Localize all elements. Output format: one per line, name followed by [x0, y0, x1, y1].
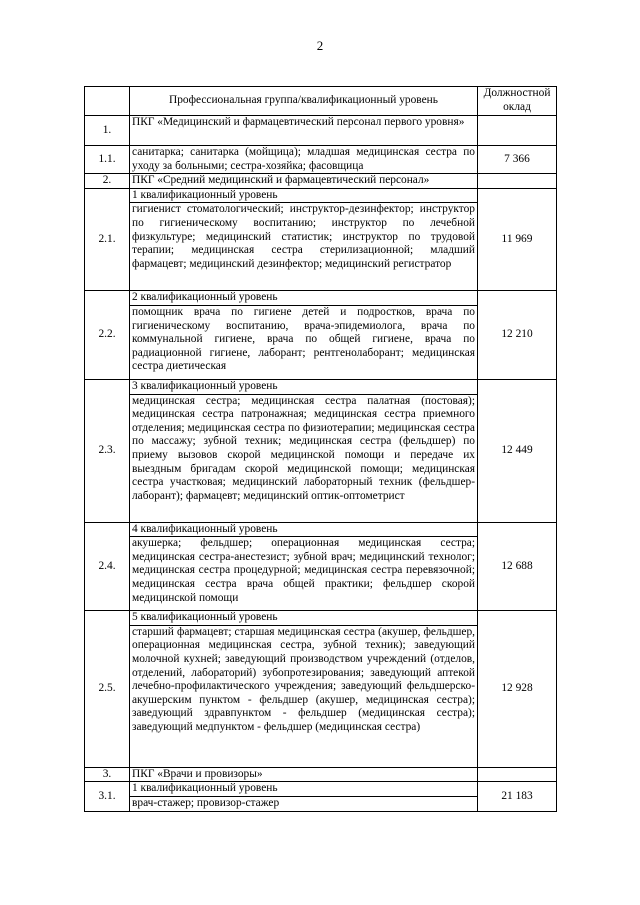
header-salary-cell: Должностной оклад [478, 87, 557, 116]
row-number: 3.1. [85, 782, 130, 811]
salary-value: 11 969 [478, 188, 557, 291]
page-number: 2 [316, 38, 324, 53]
qualification-level: 2 квалификационный уровень [130, 291, 478, 306]
row-number: 2.4. [85, 522, 130, 611]
salary-value: 7 366 [478, 146, 557, 174]
qualification-level: 1 квалификационный уровень [130, 782, 478, 797]
table-row [85, 767, 557, 782]
salary-value: 12 928 [478, 611, 557, 768]
table-row [85, 116, 557, 146]
table-row [85, 174, 557, 189]
position-list: санитарка; санитарка (мойщица); младшая медицинская сестра по уходу за больными; сестра-хозяйка; фасовщица [130, 146, 478, 174]
header-group-cell: Профессиональная группа/квалификационный уровень [130, 87, 478, 116]
position-list: помощник врача по гигиене детей и подростков, врача по гигиеническому воспитанию, врача-эпидемиолога, врача по коммунальной гигиене, врача по общей гигиене, врача по радиационной гигиене, лаборант; рентгенолаборант; медицинская сестра диетическая [130, 305, 478, 379]
row-number: 1.1. [85, 146, 130, 174]
row-number: 2.2. [85, 291, 130, 380]
salary-cell-empty [478, 174, 557, 189]
row-number: 1. [85, 116, 130, 146]
row-number: 2.3. [85, 379, 130, 522]
header-number-cell [85, 87, 130, 116]
row-number: 2. [85, 174, 130, 189]
qualification-level: 1 квалификационный уровень [130, 188, 478, 203]
table-row [85, 188, 557, 203]
position-list: старший фармацевт; старшая медицинская сестра (акушер, фельдшер, операционная медицинская сестра, зубной техник); заведующий молочной кухней; заведующий производством учреждений (отделов, отделений, лабораторий) зубопротезирования; заведующий аптекой лечебно-профилактического учреждения; заведующий фельдшерско-акушерским пунктом - фельдшер (акушер, медицинская сестра); заведующий здравпунктом - фельдшер (медицинская сестра); заведующий медпунктом - фельдшер (медицинская сестра) [130, 625, 478, 767]
row-number: 2.5. [85, 611, 130, 768]
table-header-row [85, 87, 557, 116]
salary-table [84, 86, 557, 812]
salary-value: 21 183 [478, 782, 557, 811]
position-list: акушерка; фельдшер; операционная медицинская сестра; медицинская сестра-анестезист; зубной врач; медицинский технолог; медицинская сестра процедурной; медицинская сестра перевязочной; медицинская сестра врача общей практики; фельдшер скорой медицинской помощи [130, 537, 478, 611]
row-number: 2.1. [85, 188, 130, 291]
group-title: ПКГ «Средний медицинский и фармацевтический персонал» [130, 174, 478, 189]
salary-cell-empty [478, 116, 557, 146]
salary-value: 12 449 [478, 379, 557, 522]
group-title: ПКГ «Врачи и провизоры» [130, 767, 478, 782]
qualification-level: 4 квалификационный уровень [130, 522, 478, 537]
qualification-level: 3 квалификационный уровень [130, 379, 478, 394]
position-list: медицинская сестра; медицинская сестра палатная (постовая); медицинская сестра патронажная; медицинская сестра приемного отделения; медицинская сестра по физиотерапии; медицинская сестра по массажу; зубной техник; медицинская сестра (фельдшер) по приему вызовов скорой медицинской помощи и передаче их выездным бригадам скорой медицинской помощи; медицинская сестра участковая; медицинский лабораторный техник (фельдшер-лаборант); фармацевт; медицинский оптик-оптометрист [130, 394, 478, 522]
position-list: врач-стажер; провизор-стажер [130, 796, 478, 811]
row-number: 3. [85, 767, 130, 782]
table-row [85, 291, 557, 306]
salary-cell-empty [478, 767, 557, 782]
table-row [85, 522, 557, 537]
position-list: гигиенист стоматологический; инструктор-дезинфектор; инструктор по гигиеническому воспитанию; инструктор по лечебной физкультуре; медицинский статистик; инструктор по трудовой терапии; медицинская сестра стерилизационной; младший фармацевт; медицинский дезинфектор; медицинский регистратор [130, 203, 478, 291]
table-row [85, 782, 557, 797]
table-row [85, 379, 557, 394]
group-title: ПКГ «Медицинский и фармацевтический персонал первого уровня» [130, 116, 478, 146]
qualification-level: 5 квалификационный уровень [130, 611, 478, 626]
salary-value: 12 210 [478, 291, 557, 380]
salary-value: 12 688 [478, 522, 557, 611]
table-row [85, 611, 557, 626]
table-row [85, 146, 557, 174]
